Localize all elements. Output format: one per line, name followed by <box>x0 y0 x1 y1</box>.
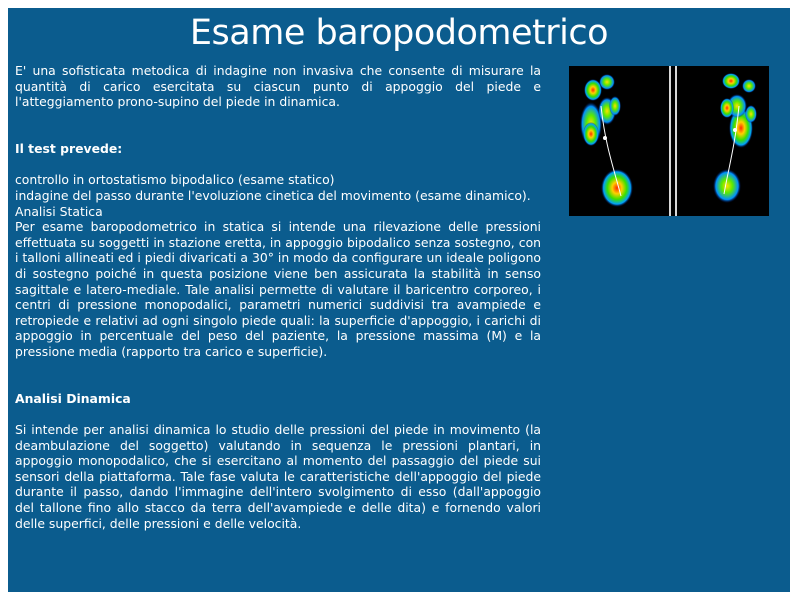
page-panel <box>8 8 790 592</box>
test-heading: Il test prevede: <box>15 140 123 156</box>
intro-paragraph: E' una sofisticata metodica di indagine non invasiva che consente di misurare la quantità di carico esercitata su ciascun punto di appoggio del piede e l'atteggiamento prono-supino del piede in dinamica. <box>15 63 541 110</box>
static-analysis-paragraph: Per esame baropodometrico in statica si intende una rilevazione delle pressioni effettuata su soggetti in stazione eretta, in appoggio bipodalico senza sostegno, con i talloni allineati ed i piedi divaricati a 30° in modo da configurare un ideale poligono di sostegno poiché in questa posizione viene ben assicurata la stabilità in senso sagittale e latero-mediale. Tale analisi permette di valutare il baricentro corporeo, i centri di pressione monopodalici, parametri numerici suddivisi tra avampiede e retropiede e relativi ad ogni singolo piede quali: la superficie d'appoggio, i carichi di appoggio in percentuale del peso del paziente, la pressione massima (M) e la pressione media (rapporto tra carico e superficie). <box>15 219 541 359</box>
foot-pressure-image <box>569 66 769 216</box>
test-line-dynamic: indagine del passo durante l'evoluzione cinetica del movimento (esame dinamico). <box>15 187 531 203</box>
dynamic-heading: Analisi Dinamica <box>15 390 131 406</box>
baropodometric-pressure-map-icon <box>569 66 769 216</box>
test-line-static: controllo in ortostatismo bipodalico (esame statico) <box>15 172 335 188</box>
static-analysis-label: Analisi Statica <box>15 203 103 219</box>
main-content <box>15 63 541 531</box>
page-title: Esame baropodometrico <box>189 13 609 53</box>
dynamic-paragraph: Si intende per analisi dinamica lo studio delle pressioni del piede in movimento (la deambulazione del soggetto) valutando in sequenza le pressioni plantari, in appoggio monopodalico, che si esercitano al momento del passaggio del piede sui sensori della piattaforma. Tale fase valuta le caratteristiche dell'appoggio del piede durante il passo, dando l'immagine dell'intero svolgimento di esso (dall'appoggio del tallone fino allo stacco da terra dell'avampiede e delle dita) e fornendo valori delle superfici, delle pressioni e delle velocità. <box>15 422 541 531</box>
